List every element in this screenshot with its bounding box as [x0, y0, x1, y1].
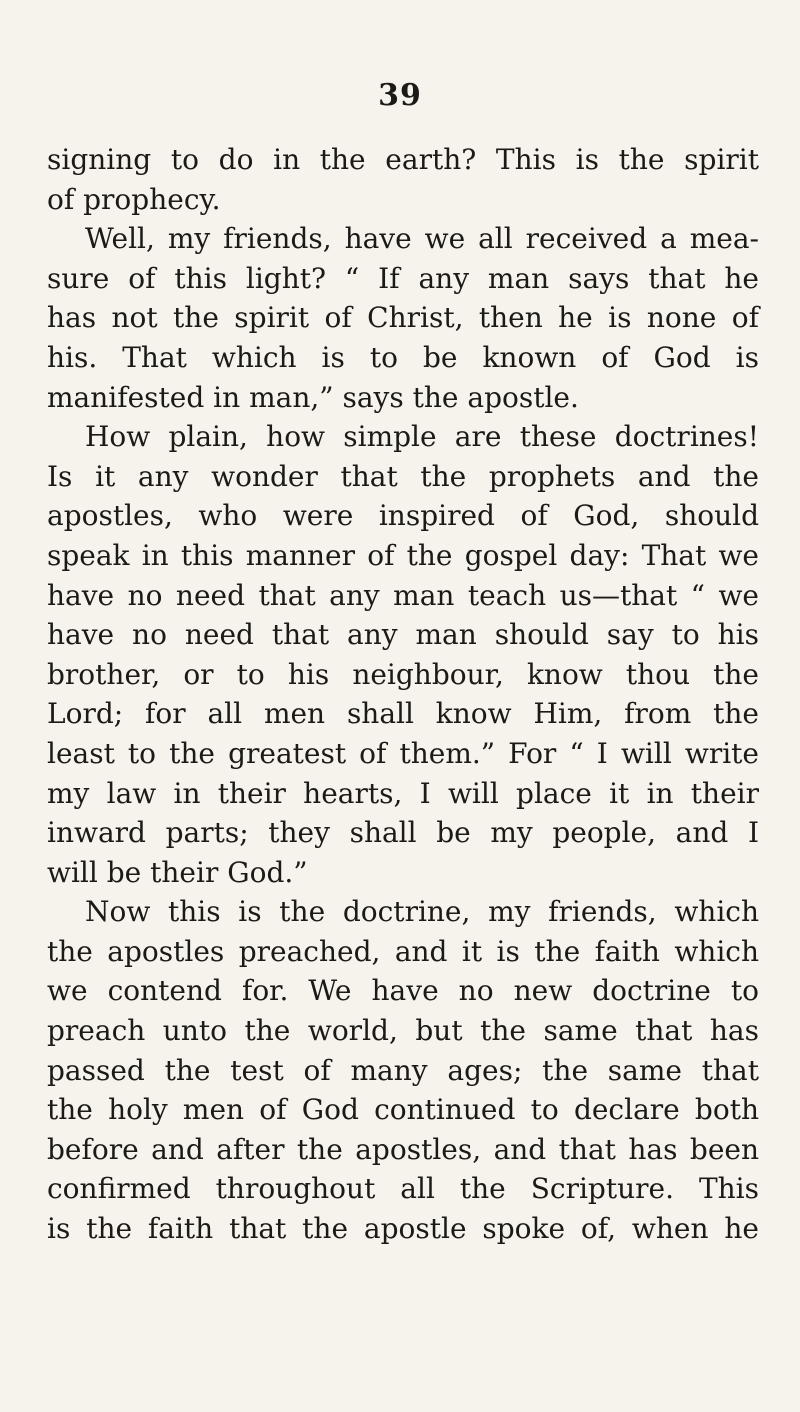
- text-line: Now this is the doctrine, my friends, which: [85, 895, 759, 929]
- text-line: Is it any wonder that the prophets and the: [47, 459, 759, 493]
- text-line: has not the spirit of Christ, then he is none of: [47, 301, 759, 335]
- text-line: preach unto the world, but the same that has: [47, 1014, 759, 1048]
- text-line: How plain, how simple are these doctrines!: [85, 420, 759, 454]
- text-line: the apostles preached, and it is the faith which: [47, 934, 759, 968]
- text-line: before and after the apostles, and that has been: [47, 1132, 759, 1166]
- text-line: confirmed throughout all the Scripture. This: [47, 1172, 759, 1206]
- text-line: sure of this light? “ If any man says that he: [47, 261, 759, 295]
- body-text: [47, 140, 759, 1249]
- text-line: passed the test of many ages; the same that: [47, 1053, 759, 1087]
- text-line: is the faith that the apostle spoke of, when he: [47, 1212, 759, 1246]
- text-line: of prophecy.: [47, 182, 221, 216]
- text-line: Well, my friends, have we all received a mea-: [85, 222, 759, 256]
- text-line: his. That which is to be known of God is: [47, 340, 759, 374]
- text-line: inward parts; they shall be my people, and I: [47, 816, 759, 850]
- text-line: have no need that any man should say to his: [47, 618, 759, 652]
- text-line: the holy men of God continued to declare both: [47, 1093, 759, 1127]
- text-line: we contend for. We have no new doctrine to: [47, 974, 759, 1008]
- page-number: 39: [378, 78, 422, 113]
- text-line: apostles, who were inspired of God, should: [47, 499, 759, 533]
- text-line: will be their God.”: [47, 855, 308, 889]
- text-line: Lord; for all men shall know Him, from the: [47, 697, 759, 731]
- text-line: least to the greatest of them.” For “ I will write: [47, 736, 759, 770]
- text-line: my law in their hearts, I will place it in their: [47, 776, 759, 810]
- text-line: signing to do in the earth? This is the spirit: [47, 143, 759, 176]
- text-line: brother, or to his neighbour, know thou the: [47, 657, 759, 691]
- text-line: have no need that any man teach us—that “ we: [47, 578, 759, 612]
- text-line: speak in this manner of the gospel day: That we: [47, 538, 759, 572]
- text-line: manifested in man,” says the apostle.: [47, 380, 579, 414]
